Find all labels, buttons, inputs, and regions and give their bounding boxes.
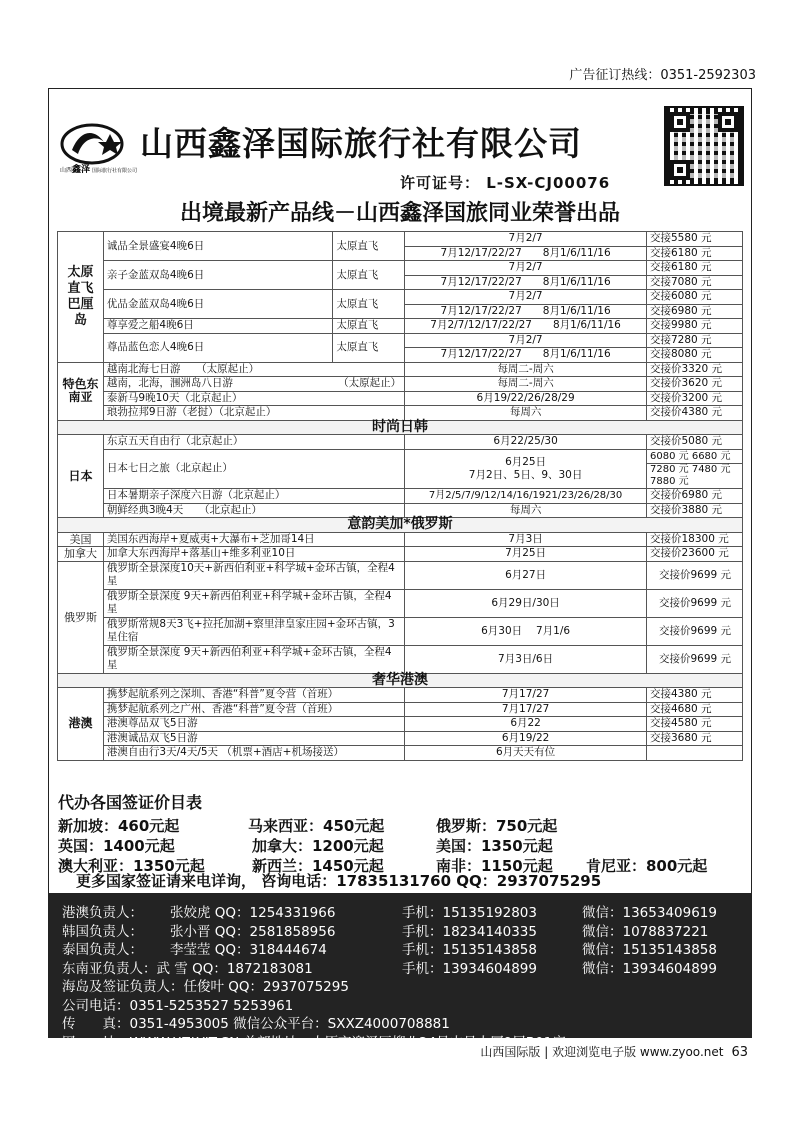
visa-row: 英国：1400元起 加拿大：1200元起 美国：1350元起 [58, 837, 553, 855]
table-row: 港澳 携梦起航系列之深圳、香港“科普”夏令营（首班） 7月17/27 交接4380 元 [58, 688, 743, 703]
table-row: 尊享爱之船4晚6日 太原直飞 7月2/7/12/17/22/27 8月1/6/11/16 交接9980 元 [58, 319, 743, 334]
table-row: 美国 美国东西海岸+夏威夷+大瀑布+芝加哥14日 7月3日 交接价18300 元 [58, 532, 743, 547]
table-row: 亲子金蓝双岛4晚6日 太原直飞 7月2/7 交接6180 元 [58, 261, 743, 276]
contact-row: 韩国负责人： 张小晋 QQ：2581858956 手机：18234140335 微信：1078837221 [62, 923, 709, 940]
table-row: 特色东南亚 越南北海七日游 （太原起止） 每周二-周六 交接价3320 元 [58, 362, 743, 377]
table-row: 俄罗斯常规8天3飞+拉托加湖+察里津皇家庄园+金环古镇，3星住宿 6月30日 7月1/6 交接价9699 元 [58, 617, 743, 645]
visa-row: 澳大利亚：1350元起 新西兰：1450元起 南非：1150元起 肯尼亚：800元起 [58, 857, 708, 875]
table-row: 携梦起航系列之广州、香港“科普”夏令营（首班） 7月17/27 交接4680 元 [58, 702, 743, 717]
contact-row: 东南亚负责人：武 雪 QQ：1872183081 手机：13934604899 微信：13934604899 [62, 960, 717, 977]
section-header-americas-russia: 意韵美加*俄罗斯 [58, 518, 743, 533]
company-name: 山西鑫泽国际旅行社有限公司 [140, 124, 582, 163]
region-bali: 太原直飞巴厘岛 [58, 232, 104, 363]
product-table [57, 231, 743, 761]
contact-row: 泰国负责人： 李莹莹 QQ：318444674 手机：15135143858 微信：15135143858 [62, 942, 717, 958]
ad-hotline: 广告征订热线：0351-2592303 [569, 68, 756, 83]
visa-inquiry-line: 更多国家签证请来电详询， 咨询电话：17835131760 QQ：2937075295 [76, 872, 602, 890]
logo-text-3: 国际旅行社有限公司 [92, 168, 138, 174]
region-japan: 日本 [58, 435, 104, 518]
table-row: 俄罗斯 俄罗斯全景深度10天+新西伯利亚+科学城+金环古镇，全程4星 6月27日 交接价9699 元 [58, 561, 743, 589]
section-header-hk-macau: 奢华港澳 [58, 673, 743, 688]
table-row: 日本七日之旅（北京起止） 6月25日 7月2日、5日、9、30日 6080 元 6680 元 [58, 449, 743, 464]
table-row: 港澳尊品双飞5日游 6月22 交接4580 元 [58, 717, 743, 732]
table-row: 7月12/17/22/27 8月1/6/11/16 交接6980 元 [58, 304, 743, 319]
region-hk-macau: 港澳 [58, 688, 104, 761]
table-row: 优品金蓝双岛4晚6日 太原直飞 7月2/7 交接6080 元 [58, 290, 743, 305]
contact-island: 海岛及签证负责人：任俊叶 QQ：2937075295 [62, 979, 349, 995]
table-row: 港澳诚品双飞5日游 6月19/22 交接3680 元 [58, 731, 743, 746]
section-header-japan-korea: 时尚日韩 [58, 420, 743, 435]
visa-title: 代办各国签证价目表 [58, 793, 203, 812]
headline: 出境最新产品线－山西鑫泽国旅同业荣誉出品 [179, 201, 620, 226]
table-row: 7月12/17/22/27 8月1/6/11/16 交接6180 元 [58, 246, 743, 261]
table-row: 加拿大 加拿大东西海岸+落基山+维多利亚10日 7月25日 交接价23600 元 [58, 547, 743, 562]
region-russia: 俄罗斯 [58, 561, 104, 673]
table-row: 朝鲜经典3晚4天 （北京起止） 每周六 交接价3880 元 [58, 503, 743, 518]
table-row: 港澳自由行3天/4天/5天 （机票+酒店+机场接送） 6月天天有位 [58, 746, 743, 761]
company-fax: 传 真：0351-4953005 微信公众平台：SXXZ4000708881 [62, 1016, 450, 1032]
visa-price-list [58, 790, 708, 875]
visa-row: 新加坡：460元起 马来西亚：450元起 俄罗斯：750元起 [58, 817, 558, 835]
table-row: 俄罗斯全景深度 9天+新西伯利亚+科学城+金环古镇，全程4星 6月29日/30日 交接价9699 元 [58, 589, 743, 617]
table-row: 泰新马9晚10天（北京起止） 6月19/22/26/28/29 交接价3200 元 [58, 391, 743, 406]
qr-code-icon [664, 106, 744, 186]
table-row: 7月12/17/22/27 8月1/6/11/16 交接8080 元 [58, 348, 743, 363]
logo-text-1: 山西 [60, 167, 73, 174]
contact-panel [48, 893, 752, 1051]
contact-row: 港澳负责人： 张姣虎 QQ：1254331966 手机：15135192803 微信：13653409619 [62, 905, 717, 921]
page-footer: 山西国际版 | 欢迎浏览电子版 www.zyoo.net 63 [480, 1045, 748, 1060]
region-usa: 美国 [58, 532, 104, 547]
table-row: 7280 元 7480 元 7880 元 [58, 464, 743, 489]
company-web: 网 址：WWW.XZLYJT.CN 总部地址：太原市迎泽区柳北24号中昌大厦9层B01室 [62, 1034, 566, 1051]
page-number: 63 [731, 1045, 748, 1060]
region-southeast-asia: 特色东南亚 [58, 362, 104, 420]
license-number: 许可证号： L-SX-CJ00076 [400, 174, 611, 192]
company-phone: 公司电话：0351-5253527 5253961 [62, 997, 294, 1014]
table-row: 7月12/17/22/27 8月1/6/11/16 交接7080 元 [58, 275, 743, 290]
table-row: 尊品蓝色恋人4晚6日 太原直飞 7月2/7 交接7280 元 [58, 333, 743, 348]
table-row: 琅勃拉邦9日游（老挝）（北京起止） 每周六 交接价4380 元 [58, 406, 743, 421]
logo-text-2: 鑫泽 [72, 165, 91, 175]
table-row: 俄罗斯全景深度 9天+新西伯利亚+科学城+金环古镇，全程4星 7月3日/6日 交接价9699 元 [58, 645, 743, 673]
company-logo [58, 120, 138, 178]
table-row: 日本暑期亲子深度六日游（北京起止） 7月2/5/7/9/12/14/16/1921/23/26/28/30 交接价6980 元 [58, 489, 743, 504]
region-canada: 加拿大 [58, 547, 104, 562]
table-row: 日本 东京五天自由行（北京起止） 6月22/25/30 交接价5080 元 [58, 435, 743, 450]
table-row: 太原直飞巴厘岛 诚品全景盛宴4晚6日 太原直飞 7月2/7 交接5580 元 [58, 232, 743, 247]
table-row: 越南，北海，涠洲岛八日游 （太原起止） 每周二-周六 交接价3620 元 [58, 377, 743, 392]
